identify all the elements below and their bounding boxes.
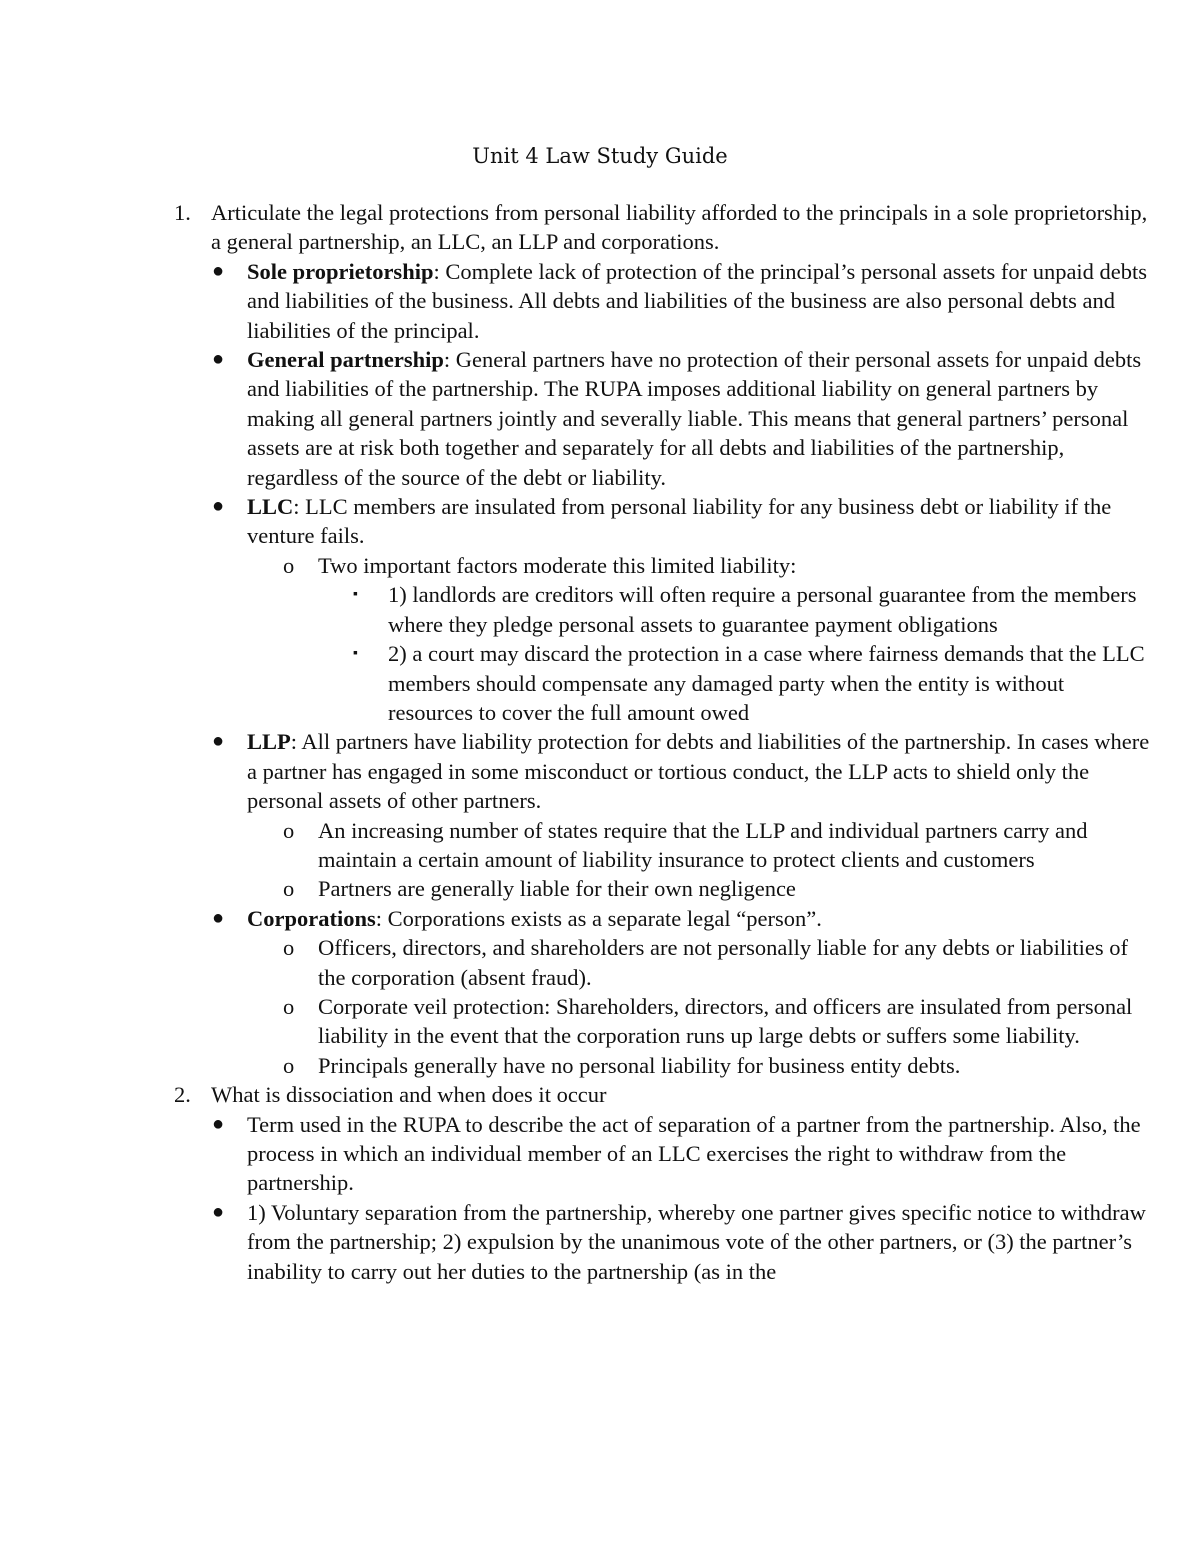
question-1 [0, 198, 1200, 257]
list-item-sole-proprietorship [0, 257, 1200, 345]
term-description: : General partners have no protection of their personal assets for unpaid debts and liabilities of the partnership. The RUPA imposes additional liability on general partners by making all general partners jointly and severally liable. This means that general partners’ personal assets are at risk both together and separately for all debts and liabilities of the partnership, regardless of the source of the debt or liability. [247, 347, 1142, 490]
term-label: LLP [247, 729, 291, 755]
list-item-llp-insurance [0, 816, 1200, 875]
circle-bullet-icon: o [283, 935, 295, 961]
term-description: : Complete lack of protection of the principal’s personal assets for unpaid debts and liabilities of the business. All debts and liabilities of the business are also personal debts and liabilities of the principal. [247, 258, 1148, 343]
list-number: 1. [174, 200, 191, 225]
square-bullet-icon: ▪ [353, 646, 358, 662]
list-item-text: 1) landlords are creditors will often require a personal guarantee from the members where they pledge personal assets to guarantee payment obligations [388, 582, 1137, 637]
bullet-icon: ● [212, 495, 225, 518]
list-item-corp-veil [0, 992, 1200, 1051]
term-label: Corporations [247, 905, 376, 931]
list-item-text: Two important factors moderate this limited liability: [318, 552, 797, 578]
list-item-llc-factor-1 [0, 580, 1200, 639]
list-item-text: Principals generally have no personal liability for business entity debts. [318, 1052, 961, 1078]
list-item-text: Corporate veil protection: Shareholders, directors, and officers are insulated from personal liability in the event that the corporation runs up large debts or suffers some liability. [318, 993, 1133, 1049]
circle-bullet-icon: o [283, 1052, 295, 1078]
bullet-icon: ● [212, 730, 225, 753]
circle-bullet-icon: o [283, 817, 295, 843]
list-item-llc-factor-2 [0, 639, 1200, 727]
term-label: Sole proprietorship [247, 258, 434, 284]
bullet-icon: ● [212, 348, 225, 371]
list-item-text: An increasing number of states require that the LLP and individual partners carry and maintain a certain amount of liability insurance to protect clients and customers [318, 817, 1088, 872]
question-2 [0, 1080, 1200, 1109]
list-item-llp [0, 727, 1200, 815]
list-item-text: 1) Voluntary separation from the partnership, whereby one partner gives specific notice to withdraw from the partnership; 2) expulsion by the unanimous vote of the other partners, or (3) the partner’s inability to carry out her duties to the partnership (as in the [247, 1199, 1146, 1284]
page-title: Unit 4 Law Study Guide [472, 144, 728, 168]
term-description: : Corporations exists as a separate legal “person”. [375, 905, 822, 931]
term-label: General partnership [247, 347, 444, 373]
list-item-general-partnership [0, 345, 1200, 492]
list-item-llp-negligence [0, 874, 1200, 903]
list-item-text: 2) a court may discard the protection in a case where fairness demands that the LLC members should compensate any damaged party when the entity is without resources to cover the full amount owed [388, 641, 1145, 725]
circle-bullet-icon: o [283, 993, 295, 1019]
list-item-llc [0, 492, 1200, 551]
list-item-corporations [0, 904, 1200, 933]
list-item-dissociation-occurrence [0, 1198, 1200, 1286]
question-text: Articulate the legal protections from personal liability afforded to the principals in a sole proprietorship, a general partnership, an LLC, an LLP and corporations. [211, 200, 1148, 255]
document-body [0, 198, 1200, 1286]
list-item-dissociation-definition [0, 1110, 1200, 1198]
bullet-icon: ● [212, 259, 225, 282]
list-item-llc-factors [0, 551, 1200, 580]
list-item-text: Term used in the RUPA to describe the act of separation of a partner from the partnership. Also, the process in which an individual member of an LLC exercises the right to withdraw from the partnership. [247, 1111, 1141, 1196]
bullet-icon: ● [212, 1200, 225, 1223]
list-item-corp-principals [0, 1051, 1200, 1080]
circle-bullet-icon: o [283, 552, 295, 578]
list-item-text: Officers, directors, and shareholders are not personally liable for any debts or liabilities of the corporation (absent fraud). [318, 935, 1128, 990]
question-text: What is dissociation and when does it occur [211, 1082, 607, 1108]
square-bullet-icon: ▪ [353, 587, 358, 603]
bullet-icon: ● [212, 906, 225, 929]
list-item-corp-not-liable [0, 933, 1200, 992]
term-label: LLC [247, 494, 294, 520]
list-item-text: Partners are generally liable for their own negligence [318, 876, 796, 902]
list-number: 2. [174, 1082, 191, 1108]
term-description: : All partners have liability protection for debts and liabilities of the partnership. In cases where a partner has engaged in some misconduct or tortious conduct, the LLP acts to shield only the personal assets of other partners. [247, 729, 1150, 814]
term-description: : LLC members are insulated from personal liability for any business debt or liability if the venture fails. [247, 494, 1112, 549]
bullet-icon: ● [212, 1112, 225, 1135]
circle-bullet-icon: o [283, 876, 295, 902]
